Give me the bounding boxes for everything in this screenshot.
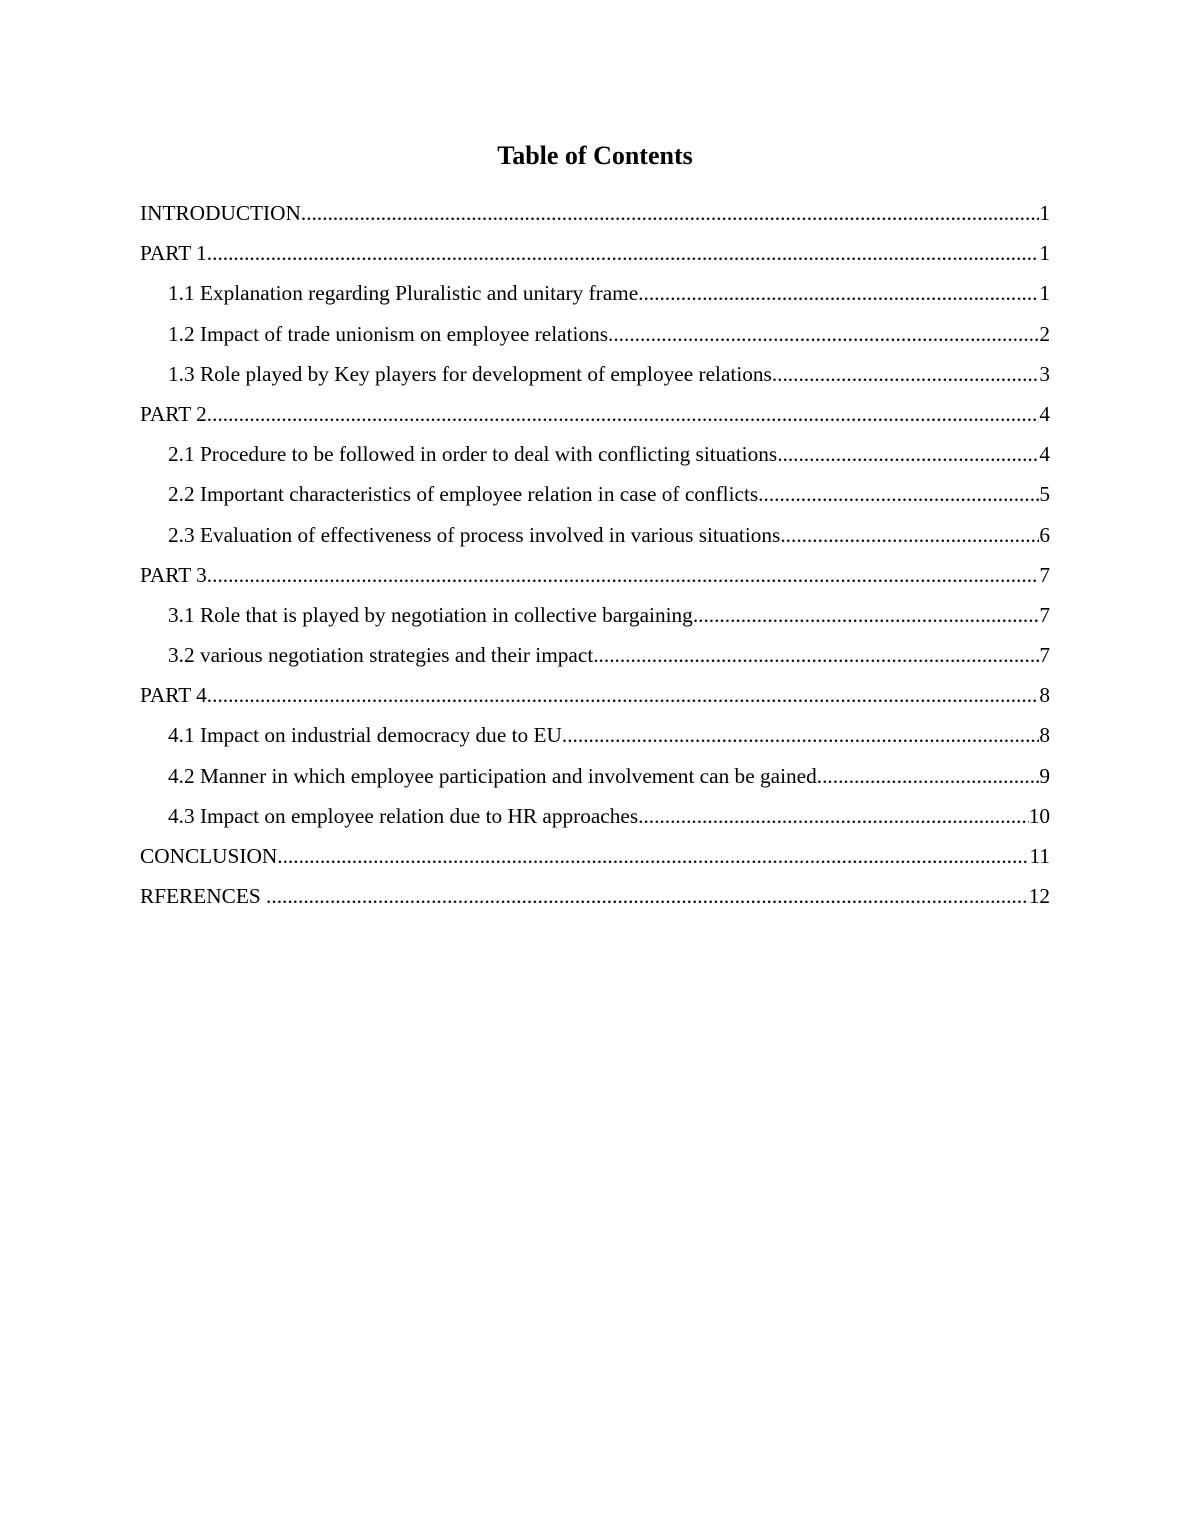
toc-page-number: 7 — [1039, 562, 1050, 587]
toc-page-number: 1 — [1039, 281, 1050, 306]
toc-entry[interactable] — [140, 437, 1050, 477]
toc-dot-leader — [207, 236, 1040, 270]
toc-title: Table of Contents — [497, 141, 693, 170]
toc-entry[interactable] — [140, 879, 1050, 919]
toc-page-number: 9 — [1039, 763, 1050, 788]
toc-entry[interactable] — [140, 598, 1050, 638]
toc-entry-text: PART 3 — [140, 558, 207, 592]
toc-entry[interactable] — [140, 397, 1050, 437]
toc-entry-text: 2.1 Procedure to be followed in order to deal with conflicting situations — [168, 437, 777, 471]
toc-entry-text: 2.3 Evaluation of effectiveness of process involved in various situations — [168, 518, 780, 552]
toc-entry-text: 2.2 Important characteristics of employee relation in case of conflicts — [168, 477, 758, 511]
toc-entry-text: PART 4 — [140, 678, 207, 712]
toc-dot-leader — [758, 477, 1039, 511]
toc-page-number: 10 — [1028, 803, 1050, 828]
toc-entry-text: RFERENCES — [140, 879, 266, 913]
toc-entry-text: 1.3 Role played by Key players for development of employee relations — [168, 357, 772, 391]
toc-dot-leader — [207, 558, 1040, 592]
toc-entry-text: CONCLUSION — [140, 839, 277, 873]
toc-page-number: 12 — [1028, 884, 1050, 909]
toc-dot-leader — [780, 518, 1039, 552]
toc-entry-text: 1.2 Impact of trade unionism on employee relations — [168, 317, 608, 351]
toc-page-number: 1 — [1039, 241, 1050, 266]
toc-entry-text: PART 1 — [140, 236, 207, 270]
toc-entry[interactable] — [140, 799, 1050, 839]
toc-dot-leader — [638, 799, 1029, 833]
toc-page-number: 3 — [1039, 361, 1050, 386]
toc-entry-text: 1.1 Explanation regarding Pluralistic and unitary frame — [168, 276, 638, 310]
toc-entry[interactable] — [140, 718, 1050, 758]
toc-dot-leader — [693, 598, 1040, 632]
toc-page-number: 4 — [1039, 442, 1050, 467]
toc-dot-leader — [777, 437, 1039, 471]
toc-entry-text: 4.1 Impact on industrial democracy due to EU — [168, 718, 562, 752]
toc-entry[interactable] — [140, 317, 1050, 357]
toc-entry[interactable] — [140, 839, 1050, 879]
toc-dot-leader — [562, 718, 1039, 752]
toc-page-number: 8 — [1039, 683, 1050, 708]
toc-page-number: 7 — [1039, 643, 1050, 668]
toc-dot-leader — [817, 759, 1040, 793]
toc-page-number: 7 — [1039, 602, 1050, 627]
toc-entry[interactable] — [140, 759, 1050, 799]
toc-dot-leader — [301, 196, 1039, 230]
toc-page-number: 1 — [1039, 201, 1050, 225]
toc-entry[interactable] — [140, 638, 1050, 678]
toc-page-number: 4 — [1039, 401, 1050, 426]
toc-entry[interactable] — [140, 477, 1050, 517]
toc-page-number: 5 — [1039, 482, 1050, 507]
toc-entry[interactable] — [140, 518, 1050, 558]
toc-page-number: 8 — [1039, 723, 1050, 748]
toc-entry[interactable] — [140, 276, 1050, 316]
toc-dot-leader — [608, 317, 1039, 351]
toc-entry[interactable] — [140, 236, 1050, 276]
toc-page-number: 2 — [1039, 321, 1050, 346]
toc-entry-text: 3.1 Role that is played by negotiation in collective bargaining — [168, 598, 693, 632]
toc-entry-text: 3.2 various negotiation strategies and their impact — [168, 638, 593, 672]
toc-dot-leader — [207, 678, 1040, 712]
toc-page-number: 6 — [1039, 522, 1050, 547]
toc-dot-leader — [638, 276, 1039, 310]
toc-dot-leader — [593, 638, 1039, 672]
toc-list — [140, 196, 1050, 919]
toc-dot-leader — [207, 397, 1040, 431]
toc-dot-leader — [772, 357, 1040, 391]
toc-entry-text: INTRODUCTION — [140, 196, 301, 230]
toc-dot-leader — [277, 839, 1029, 873]
toc-entry[interactable] — [140, 357, 1050, 397]
toc-entry[interactable] — [140, 196, 1050, 236]
toc-entry[interactable] — [140, 558, 1050, 598]
toc-entry-text: 4.2 Manner in which employee participation and involvement can be gained — [168, 759, 817, 793]
toc-page-number: 11 — [1029, 844, 1050, 868]
toc-entry-text: 4.3 Impact on employee relation due to HR approaches — [168, 799, 638, 833]
toc-entry-text: PART 2 — [140, 397, 207, 431]
toc-entry[interactable] — [140, 678, 1050, 718]
toc-dot-leader — [266, 879, 1029, 913]
